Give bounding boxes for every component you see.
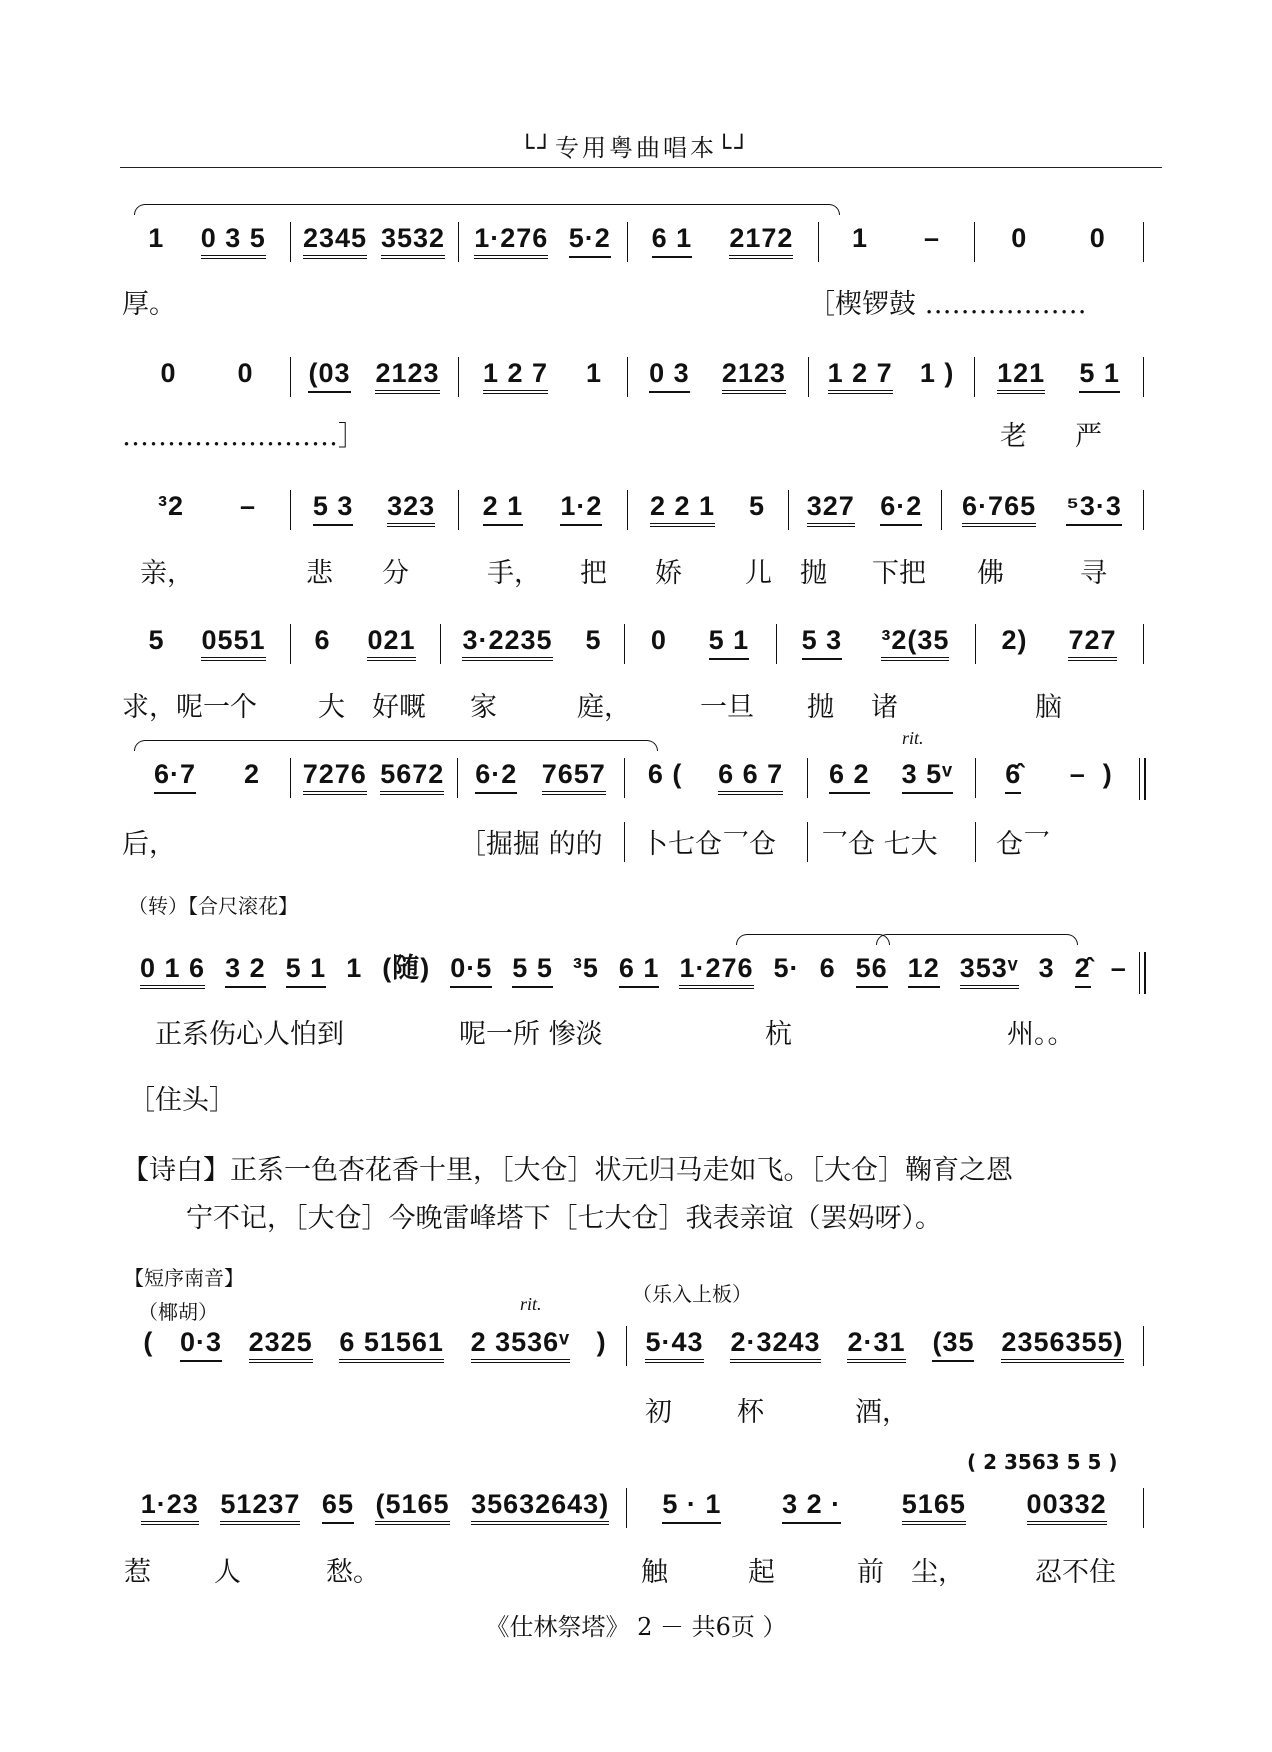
note-group: ³2: [157, 491, 184, 521]
note-group: 2 3536ᵛ: [471, 1326, 570, 1363]
note-group: 6·2: [880, 490, 922, 526]
note-group: 1·276: [679, 952, 753, 989]
barline: [1143, 490, 1144, 530]
measure: [627, 490, 788, 530]
lyric: 悲: [306, 558, 333, 589]
measure: [440, 624, 624, 664]
note-group: 3532: [381, 222, 445, 259]
note-group: 2172: [729, 222, 793, 259]
note-group: 1 2 7: [828, 357, 893, 394]
note-group: 5 3: [802, 624, 843, 660]
note-group: –: [923, 223, 941, 253]
note-group: 5 1: [1079, 357, 1120, 393]
note-group: 0 3 5: [201, 222, 266, 259]
barline: [1143, 1488, 1144, 1528]
measure: [808, 357, 974, 397]
lyric: 惹: [124, 1557, 151, 1588]
phrase-slur: [134, 204, 840, 215]
barline: [807, 822, 808, 862]
barline: [1143, 1326, 1144, 1366]
lyric: 乛仓 七大: [821, 829, 938, 860]
lyric: 庭，: [577, 692, 631, 723]
measure: [776, 624, 975, 664]
lyric: 脑: [1035, 692, 1062, 723]
lyric: 分: [382, 558, 409, 589]
note-group: 51237: [220, 1488, 300, 1525]
note-group: 2325: [249, 1326, 313, 1363]
note-group: 2 2 1: [650, 490, 715, 527]
lyric: 娇: [655, 558, 682, 589]
lyric: 人: [214, 1557, 241, 1588]
lyric: 起: [748, 1557, 775, 1588]
measure: [290, 758, 457, 798]
lyric: 严: [1075, 421, 1102, 452]
lyric: 呢一所 惨淡: [459, 1019, 603, 1050]
note-group: 35632643): [471, 1488, 609, 1525]
lyric: 一旦: [700, 692, 754, 723]
note-group: 1: [585, 358, 603, 388]
note-group: 2·31: [847, 1326, 905, 1363]
note-group: 0: [237, 358, 254, 388]
lyric: 大: [318, 692, 345, 723]
note-group: ⁵3·3: [1066, 490, 1122, 526]
lyric: 后，: [122, 829, 176, 860]
measure: [458, 490, 627, 530]
note-group: 5 · 1: [662, 1488, 721, 1524]
note-group: –: [239, 491, 256, 521]
phrase-slur: [876, 934, 1078, 945]
measure: [807, 758, 975, 798]
note-group: ³2(35: [881, 624, 949, 661]
phrase-slur: [736, 934, 890, 945]
lyric: 杯: [737, 1397, 764, 1428]
measure: [458, 222, 627, 262]
note-group: 0: [650, 625, 667, 655]
measure: [290, 490, 458, 530]
lyric: 佛: [977, 558, 1004, 589]
lyric: 杭: [765, 1019, 792, 1050]
note-group: (03: [308, 357, 350, 393]
lyric: 抛: [807, 692, 834, 723]
lyric: 寻: [1080, 558, 1107, 589]
lyric: 州。。: [1007, 1019, 1075, 1050]
barline: [1143, 222, 1144, 262]
measure: [124, 952, 1143, 992]
note-group: 00332: [1027, 1488, 1107, 1525]
note-group: 2345: [303, 222, 367, 259]
lyric: 触: [641, 1557, 668, 1588]
note-group: 2123: [375, 357, 439, 394]
section-title: 【短序南音】: [124, 1266, 244, 1290]
measure: [626, 1326, 1143, 1366]
measure: [974, 222, 1143, 262]
note-group: 0: [160, 358, 177, 388]
note-group: 5: [748, 491, 766, 521]
note-group: 7276: [303, 758, 367, 795]
rit-marking: rit.: [520, 1294, 542, 1314]
note-group: 327: [807, 490, 855, 527]
note-group: (: [143, 1327, 154, 1357]
note-group: 56: [856, 952, 888, 988]
note-group: 6 1: [619, 952, 660, 988]
header-rule: [120, 167, 1162, 168]
instrument-label: （椰胡）: [138, 1300, 218, 1324]
note-group: 3 2 ·: [782, 1488, 841, 1524]
measure: [818, 222, 974, 262]
lyric: 老: [1000, 421, 1027, 452]
note-group: 0: [1089, 223, 1106, 253]
note-group: 727: [1068, 624, 1116, 661]
note-group: 6 (: [647, 759, 683, 789]
lyric: 把: [580, 558, 607, 589]
note-group: 5 5: [512, 952, 553, 988]
lyric: 愁。: [326, 1557, 380, 1588]
phrase-slur: [134, 740, 658, 751]
note-group: 6·7: [154, 758, 196, 794]
note-group: 5·2: [569, 222, 611, 258]
note-group: 65: [322, 1488, 354, 1524]
lyric: 亲，: [140, 558, 194, 589]
note-group: 6: [314, 625, 331, 655]
measure: [975, 758, 1143, 798]
lyric: 厚。: [122, 289, 176, 320]
note-group: 0·5: [450, 952, 492, 988]
measure: [458, 357, 627, 397]
lyric: 家: [470, 692, 497, 723]
note-group: ): [596, 1327, 607, 1357]
measure: [290, 624, 440, 664]
lyric: 正系伤心人怕到: [155, 1019, 344, 1050]
double-barline: [1139, 758, 1146, 800]
note-group: 5·43: [645, 1326, 703, 1363]
measure: [627, 222, 818, 262]
note-group: 1: [346, 953, 363, 983]
note-group: 1·2: [560, 490, 602, 526]
measure: [124, 357, 290, 397]
note-group: 0·3: [180, 1326, 222, 1362]
lyric: 酒，: [855, 1397, 909, 1428]
note-group: 2): [1001, 625, 1028, 655]
note-group: 5: [148, 625, 165, 655]
note-group: 6 51561: [339, 1326, 444, 1363]
note-group: 1 ): [919, 358, 955, 388]
note-group: 0 1 6: [140, 952, 205, 989]
lyric: ［掘掘 的的: [459, 829, 603, 860]
note-group: 2356355): [1001, 1326, 1123, 1363]
note-group: 6̂: [1005, 758, 1021, 794]
measure: [457, 758, 624, 798]
note-group: 121: [997, 357, 1045, 394]
lyric: 求，呢一个: [122, 692, 257, 723]
note-group: 3 2: [225, 952, 266, 988]
barline: [624, 822, 625, 862]
lyric: 忍不住: [1035, 1557, 1116, 1588]
note-group: 5 1: [709, 624, 750, 660]
measure: [627, 357, 808, 397]
measure: [624, 758, 807, 798]
rit-marking: rit.: [902, 728, 924, 748]
note-group: ³5: [572, 953, 599, 983]
barline: [975, 822, 976, 862]
note-group: –: [1110, 953, 1127, 983]
note-group: 6·2: [475, 758, 517, 794]
lyric: 抛: [800, 558, 827, 589]
measure: [290, 357, 458, 397]
lyric: 卜七仓乛仓: [641, 829, 776, 860]
measure: [941, 490, 1143, 530]
page-footer: 《仕林祭塔》 2 － 共6页 ）: [485, 1613, 787, 1641]
note-group: 1·276: [474, 222, 548, 259]
note-group: 6 2: [829, 758, 870, 794]
note-group: 2: [243, 759, 261, 789]
note-group: 353ᵛ: [960, 952, 1019, 989]
note-group: 1·23: [141, 1488, 199, 1525]
note-group: 0: [1011, 223, 1028, 253]
measure: [124, 490, 290, 530]
lyric: 诸: [871, 692, 898, 723]
note-group: 1: [851, 223, 869, 253]
note-group: 0551: [201, 624, 265, 661]
page-header: └┘专用粤曲唱本└┘: [520, 134, 752, 162]
entry-label: （乐入上板）: [632, 1282, 752, 1306]
note-group: 2 1: [483, 490, 524, 526]
lyric: ［楔锣鼓 ………………: [808, 289, 1087, 320]
note-group: 6: [819, 953, 836, 983]
poem-line-2: 宁不记，［大仓］今晚雷峰塔下［七大仓］我表亲谊（罢妈呀）。: [186, 1203, 942, 1234]
measure: [124, 1326, 626, 1366]
note-group: 7657: [542, 758, 606, 795]
lyric: 儿: [745, 558, 772, 589]
note-group: 3: [1038, 953, 1055, 983]
note-group: 3 5ᵛ: [902, 758, 953, 794]
note-group: 6 1: [652, 222, 693, 258]
note-group: 2̂: [1075, 952, 1091, 988]
note-group: (随): [382, 953, 431, 983]
note-group: 1: [148, 223, 165, 253]
measure: [974, 357, 1143, 397]
note-group: (5165: [375, 1488, 449, 1525]
note-group: 2123: [722, 357, 786, 394]
cue-label: ［住头］: [128, 1085, 236, 1116]
lyric: 尘，: [911, 1557, 965, 1588]
measure: [975, 624, 1143, 664]
note-group: 5: [585, 625, 602, 655]
note-group: 5·: [773, 953, 800, 983]
lyric: ……………………］: [122, 421, 365, 452]
measure: [626, 1488, 1143, 1528]
lyric: 初: [645, 1397, 672, 1428]
note-group: 5672: [380, 758, 444, 795]
lyric: 好嘅: [372, 692, 426, 723]
measure: [124, 624, 290, 664]
barline: [1143, 624, 1144, 664]
measure: [124, 222, 290, 262]
double-barline: [1139, 952, 1146, 994]
measure: [124, 1488, 626, 1528]
note-group: – ): [1069, 759, 1113, 789]
measure: [788, 490, 941, 530]
measure: [290, 222, 458, 262]
note-group: 3·2235: [462, 624, 552, 661]
note-group: 6 6 7: [718, 758, 783, 795]
note-group: 2·3243: [730, 1326, 820, 1363]
note-group: 021: [367, 624, 415, 661]
barline: [1143, 357, 1144, 397]
note-group: 5165: [902, 1488, 966, 1525]
note-group: 323: [387, 490, 435, 527]
measure: [124, 758, 290, 798]
note-group: 1 2 7: [483, 357, 548, 394]
lyric: 仓乛: [996, 829, 1050, 860]
lyric: 下把: [872, 558, 926, 589]
note-group: 12: [908, 952, 940, 988]
measure: [624, 624, 776, 664]
note-group: 6·765: [962, 490, 1036, 527]
note-group: 0 3: [649, 357, 690, 393]
alt-notes: ( 2 3563 5 5 ): [967, 1450, 1118, 1474]
poem-line-1: 【诗白】正系一色杏花香十里，［大仓］状元归马走如飞。［大仓］鞠育之恩: [122, 1155, 1013, 1186]
section-label: （转）【合尺滚花】: [128, 894, 298, 918]
lyric: 手，: [487, 558, 541, 589]
lyric: 前: [857, 1557, 884, 1588]
note-group: (35: [932, 1326, 974, 1362]
note-group: 5 1: [286, 952, 327, 988]
note-group: 5 3: [313, 490, 354, 526]
